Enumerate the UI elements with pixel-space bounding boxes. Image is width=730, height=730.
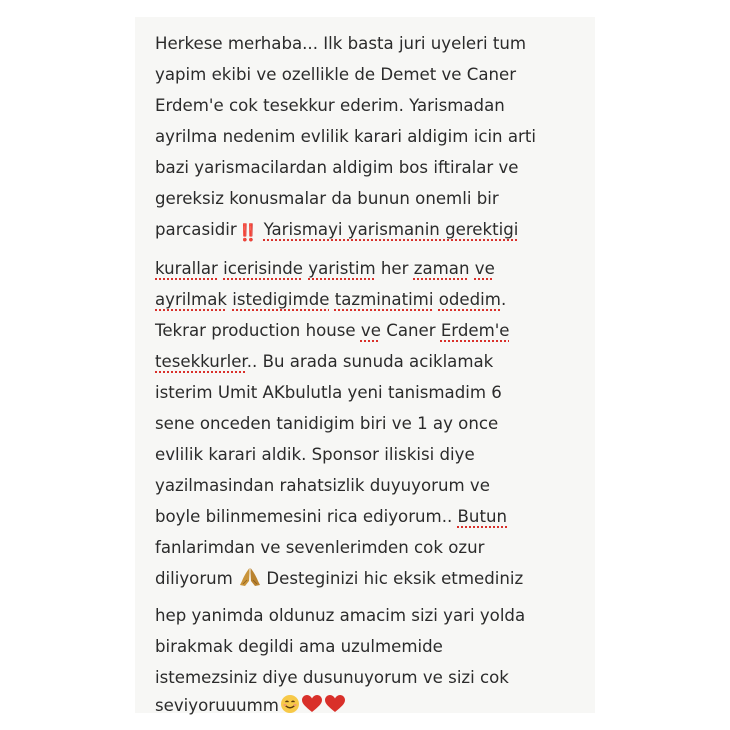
note-line [155, 186, 499, 212]
smiling-face-icon-graphic [280, 694, 300, 714]
spellcheck-underlined-text: odedim [438, 290, 501, 309]
note-line-text: Erdem'e cok tesekkur ederim. Yarismadan [155, 96, 505, 115]
note-line-text: parcasidir [155, 220, 237, 239]
note-line-text: Herkese merhaba... Ilk basta juri uyeleri tum [155, 34, 527, 53]
note-line-text: evlilik karari aldik. Sponsor iliskisi diye [155, 445, 475, 464]
note-line [155, 380, 502, 406]
note-line-text: isterim Umit AKbulutla yeni tanismadim 6 [155, 383, 502, 402]
spellcheck-underlined-text: zaman [413, 259, 470, 278]
spellcheck-underlined-text: istedigimde [232, 290, 330, 309]
red-heart-icon-graphic [301, 694, 323, 714]
spellcheck-underlined-text: Erdem'e [440, 321, 510, 340]
spellcheck-underlined-text: ayrilmak [155, 290, 227, 309]
note-line [155, 535, 484, 561]
note-line [155, 349, 493, 375]
note-line-text: fanlarimdan ve sevenlerimden cok ozur [155, 538, 485, 557]
spellcheck-underlined-text: ve [360, 321, 381, 340]
note-line [155, 473, 490, 499]
spellcheck-underlined-text: yaristim [308, 259, 376, 278]
note-line [155, 634, 443, 660]
spellcheck-underlined-text: kurallar [155, 259, 218, 278]
red-heart-icon [324, 694, 346, 722]
note-line [155, 318, 510, 344]
spellcheck-underlined-text: Yarismayi yarismanin gerektigi [263, 220, 519, 239]
note-line-text: yazilmasindan rahatsizlik duyuyorum ve [155, 476, 490, 495]
note-line-text: bazi yarismacilardan aldigim bos iftiralar ve [155, 158, 519, 177]
note-line-text: Tekrar production house [155, 321, 361, 340]
note-line [155, 693, 346, 719]
spellcheck-underlined-text: ve [474, 259, 495, 278]
note-line [155, 566, 523, 592]
red-heart-icon-graphic [324, 694, 346, 714]
note-line-text: Caner [380, 321, 441, 340]
spellcheck-underlined-text: tesekkurler [155, 352, 247, 371]
smiling-face-icon [280, 694, 300, 722]
note-card [135, 17, 595, 713]
note-line [155, 124, 536, 150]
note-line-text: yapim ekibi ve ozellikle de Demet ve Caner [155, 65, 517, 84]
folded-hands-icon [239, 567, 261, 595]
note-line-text: hep yanimda oldunuz amacim sizi yari yolda [155, 606, 526, 625]
spellcheck-underlined-text: icerisinde [223, 259, 303, 278]
note-line-text: istemezsiniz diye dusunuyorum ve sizi cok [155, 668, 509, 687]
note-line-text: . [500, 290, 507, 309]
note-line [155, 603, 525, 629]
note-line [155, 256, 495, 282]
note-line [155, 287, 506, 313]
double-exclamation-icon: ‼️ [237, 223, 259, 242]
note-line [155, 62, 516, 88]
note-line-text: birakmak degildi ama uzulmemide [155, 637, 443, 656]
note-line [155, 411, 498, 437]
note-line [155, 155, 519, 181]
note-line-text: ayrilma nedenim evlilik karari aldigim icin arti [155, 127, 536, 146]
note-line-text: sene onceden tanidigim biri ve 1 ay once [155, 414, 499, 433]
spellcheck-underlined-text: tazminatimi [334, 290, 434, 309]
note-line-text: gereksiz konusmalar da bunun onemli bir [155, 189, 499, 208]
note-line [155, 665, 509, 691]
note-line [155, 217, 518, 243]
note-line [155, 504, 507, 530]
note-line [155, 442, 475, 468]
red-heart-icon [301, 694, 323, 722]
note-line-text: .. Bu arada sunuda aciklamak [246, 352, 494, 371]
note-line [155, 31, 526, 57]
note-line-text: seviyoruuumm [155, 696, 279, 715]
note-line-text: diliyorum [155, 569, 233, 588]
spellcheck-underlined-text: Butun [457, 507, 507, 526]
note-line-text: Desteginizi hic eksik etmediniz [266, 569, 524, 588]
note-line-text: boyle bilinmemesini rica ediyorum.. [155, 507, 458, 526]
note-line-text: her [375, 259, 414, 278]
folded-hands-icon-graphic [239, 567, 261, 587]
note-line [155, 93, 505, 119]
